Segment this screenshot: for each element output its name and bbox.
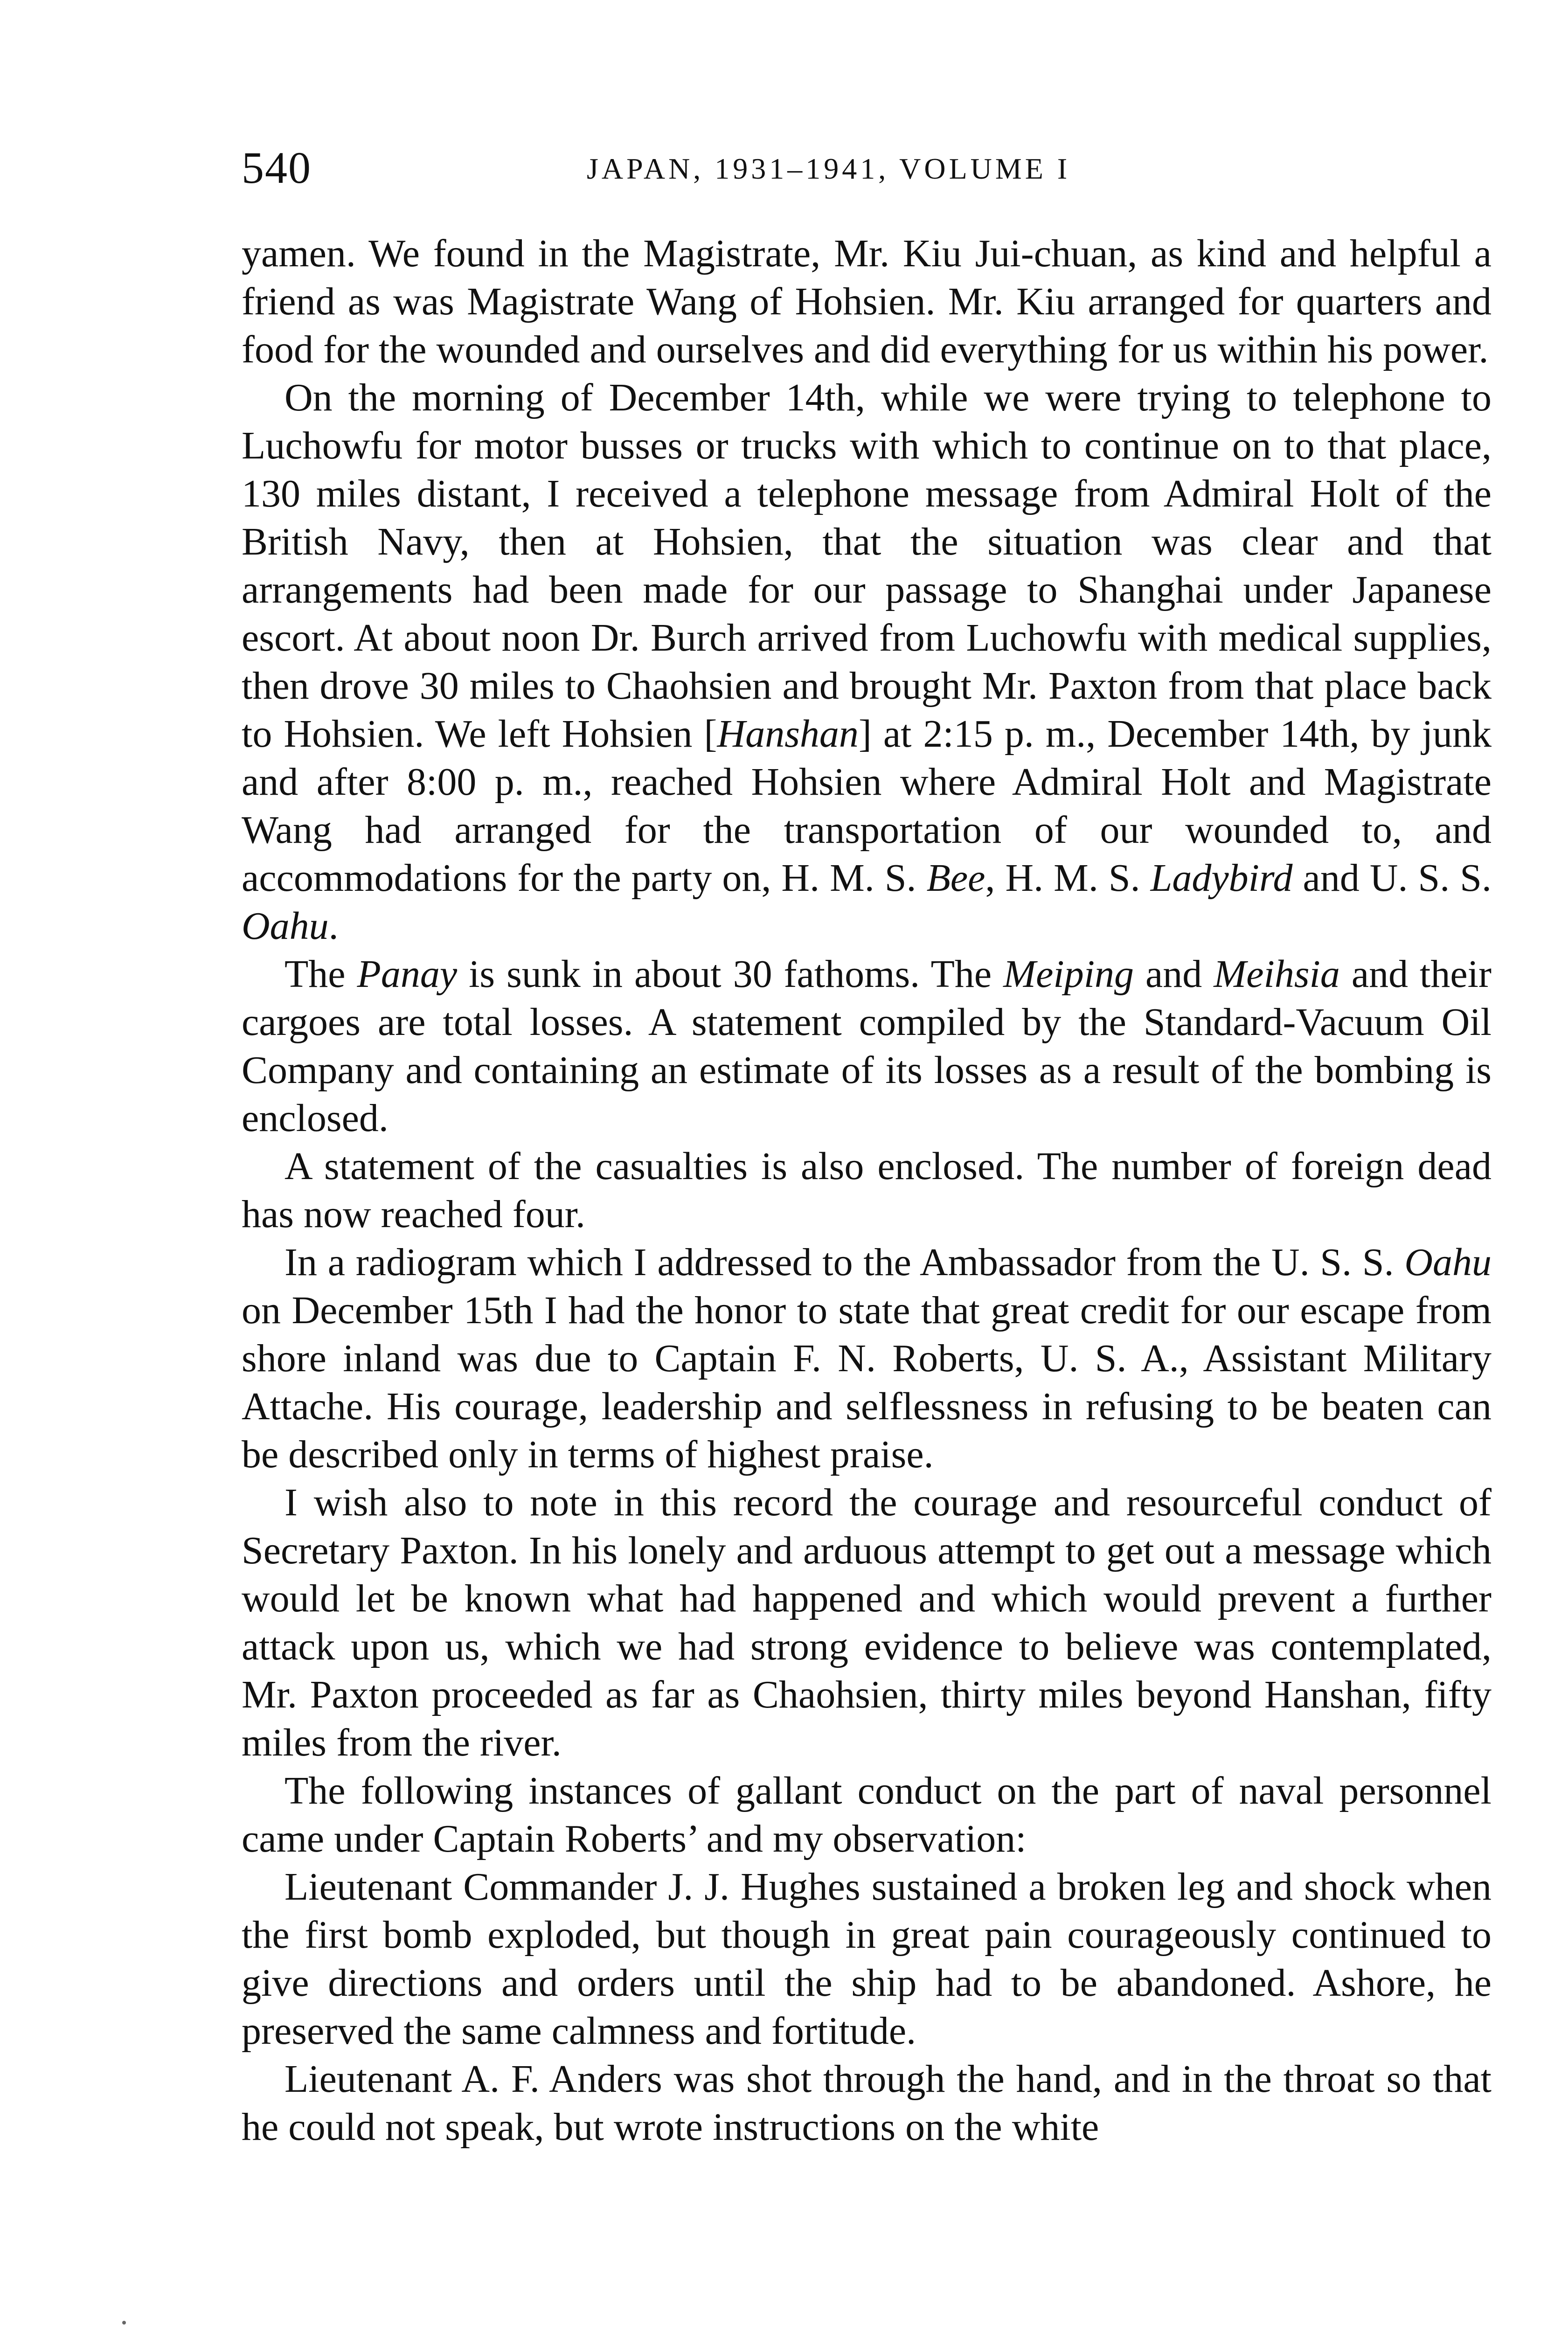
stray-mark	[122, 2321, 126, 2325]
running-title: JAPAN, 1931–1941, VOLUME I	[587, 152, 1071, 185]
text-segment: yamen. We found in the Magistrate, Mr. Kiu Jui-chuan, as kind and helpful a friend as was Magistrate Wang of Hohsien. Mr. Kiu arranged for quarters and food for the wounded and ourselves and did everything for us within his power.	[242, 232, 1492, 371]
text-segment: In a radiogram which I addressed to the Ambassador from the U. S. S.	[284, 1241, 1405, 1284]
body-text	[242, 229, 1492, 2151]
paragraph	[242, 1767, 1492, 1863]
text-segment: and U. S. S.	[1292, 856, 1492, 900]
italic-text: Hanshan	[717, 712, 859, 756]
text-segment: and their cargoes are total losses. A statement compiled by the Standard-Vacuum Oil Company and containing an estimate of its losses as a result of the bombing is enclosed.	[242, 952, 1492, 1140]
text-segment: ] at 2:15 p. m., December 14th, by junk and after 8:00 p. m., reached Hohsien where Admiral Holt and Magistrate Wang had arranged for the transportation of our wounded to, and accommodations for the party on, H. M. S.	[242, 712, 1492, 900]
italic-text: Oahu	[242, 904, 329, 948]
text-segment: .	[328, 904, 339, 948]
page-header	[242, 140, 1492, 196]
text-segment: The	[284, 952, 357, 996]
italic-text: Meiping	[1003, 952, 1134, 996]
paragraph	[242, 1863, 1492, 2055]
text-segment: I wish also to note in this record the courage and resourceful conduct of Secretary Paxton. In his lonely and arduous attempt to get out a message which would let be known what had happened and which would prevent a further attack upon us, which we had strong evidence to believe was contemplated, Mr. Paxton proceeded as far as Chaohsien, thirty miles beyond Hanshan, fifty miles from the river.	[242, 1481, 1492, 1764]
italic-text: Ladybird	[1150, 856, 1293, 900]
text-segment: Lieutenant Commander J. J. Hughes sustained a broken leg and shock when the first bomb exploded, but though in great pain courageously continued to give directions and orders until the ship had to be abandoned. Ashore, he preserved the same calmness and fortitude.	[242, 1865, 1492, 2053]
page-number: 540	[242, 143, 312, 193]
text-segment: Lieutenant A. F. Anders was shot through the hand, and in the throat so that he could not speak, but wrote instructions on the white	[242, 2057, 1492, 2149]
text-segment: A statement of the casualties is also enclosed. The number of foreign dead has now reached four.	[242, 1145, 1492, 1236]
paragraph	[242, 1478, 1492, 1767]
paragraph	[242, 229, 1492, 374]
text-segment: on December 15th I had the honor to state that great credit for our escape from shore inland was due to Captain F. N. Roberts, U. S. A., Assistant Military Attache. His courage, leadership and selflessness in refusing to be beaten can be described only in terms of highest praise.	[242, 1289, 1492, 1476]
italic-text: Meihsia	[1214, 952, 1340, 996]
paragraph	[242, 374, 1492, 950]
paragraph	[242, 1142, 1492, 1238]
text-segment: On the morning of December 14th, while we were trying to telephone to Luchowfu for motor busses or trucks with which to continue on to that place, 130 miles distant, I received a telephone message from Admiral Holt of the British Navy, then at Hohsien, that the situation was clear and that arrangements had been made for our passage to Shanghai under Japanese escort. At about noon Dr. Burch arrived from Luchowfu with medical supplies, then drove 30 miles to Chaohsien and brought Mr. Paxton from that place back to Hohsien. We left Hohsien [	[242, 376, 1492, 756]
paragraph	[242, 1238, 1492, 1478]
text-segment: , H. M. S.	[985, 856, 1151, 900]
text-segment: The following instances of gallant conduct on the part of naval personnel came under Captain Roberts’ and my observation:	[242, 1769, 1492, 1860]
paragraph	[242, 2055, 1492, 2151]
text-segment: and	[1134, 952, 1214, 996]
paragraph	[242, 950, 1492, 1142]
italic-text: Bee	[926, 856, 985, 900]
italic-text: Oahu	[1404, 1241, 1492, 1284]
italic-text: Panay	[357, 952, 458, 996]
text-segment: is sunk in about 30 fathoms. The	[457, 952, 1004, 996]
